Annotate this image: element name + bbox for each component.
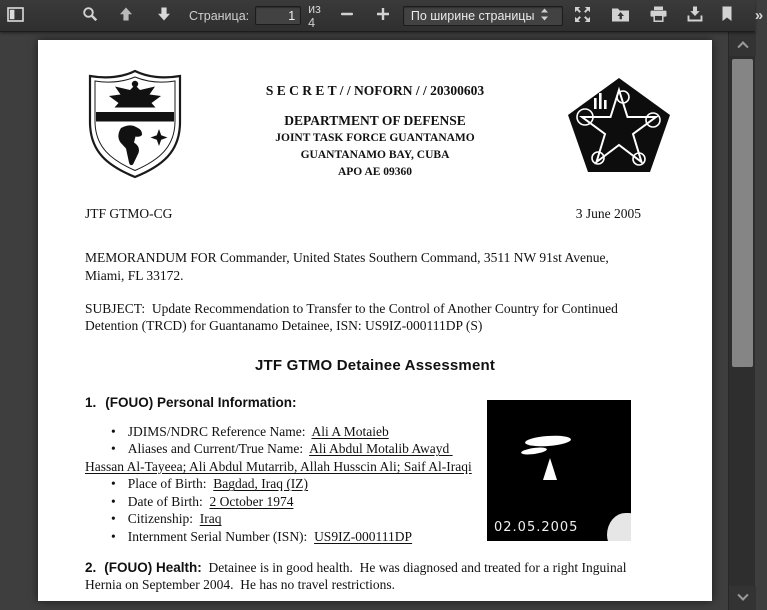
- page-number-input[interactable]: [255, 6, 301, 25]
- section-label: (FOUO) Health:: [104, 559, 202, 575]
- download-icon: [687, 6, 703, 25]
- letterhead-line: APO AE 09360: [337, 165, 413, 178]
- field-label: Date of Birth:: [127, 493, 203, 509]
- letterhead-line: DEPARTMENT OF DEFENSE: [284, 112, 466, 128]
- bookmark-icon: [721, 6, 733, 25]
- field-value: Ali Abdul Motalib Awayd Hassan Al-Tayeea; Ali Abdul Mutarrib, Allah Husscin Ali; Saif Al-Iraqi: [85, 441, 472, 474]
- personal-info-list: [85, 423, 489, 546]
- scroll-down-button[interactable]: [729, 586, 756, 610]
- printer-icon: [650, 6, 667, 25]
- zoom-in-button[interactable]: [371, 4, 395, 27]
- office-symbol: JTF GTMO-CG: [85, 205, 173, 221]
- previous-page-button[interactable]: [113, 3, 139, 28]
- field-label: Citizenship:: [127, 511, 193, 527]
- document-date: 3 June 2005: [575, 205, 641, 221]
- folder-open-icon: [611, 7, 630, 25]
- field-value: Bagdad, Iraq (IZ): [213, 476, 309, 492]
- open-file-button[interactable]: [606, 4, 635, 28]
- section-number: 1.: [85, 395, 97, 411]
- find-button[interactable]: [77, 3, 103, 28]
- field-value: US9IZ-000111DP: [314, 528, 413, 544]
- detainee-photo: [487, 400, 631, 541]
- section2-paragraph: [85, 559, 647, 594]
- page-label: Страница:: [189, 8, 250, 23]
- photo-corner-patch: [607, 513, 641, 553]
- more-tools-button[interactable]: »: [750, 4, 767, 27]
- vertical-scrollbar[interactable]: [728, 32, 755, 610]
- zoom-out-button[interactable]: [335, 4, 359, 27]
- photo-highlight: [543, 458, 557, 480]
- list-item: [85, 528, 489, 546]
- fullscreen-arrows-icon: [574, 6, 591, 26]
- minus-icon: [340, 7, 354, 24]
- page-count-label: из 4: [308, 1, 321, 30]
- arrow-down-icon: [156, 6, 172, 25]
- presentation-mode-button[interactable]: [569, 3, 596, 29]
- sidebar-toggle-button[interactable]: [2, 4, 29, 28]
- field-label: Aliases and Current/True Name:: [127, 441, 304, 457]
- field-label: Place of Birth:: [127, 476, 207, 492]
- list-item: [85, 423, 489, 441]
- subject-line: SUBJECT: Update Recommendation to Transfer to the Control of Another Country for Continued Detention (TRCD) for Guantanamo Detainee, ISN: US9IZ-000111DP (S): [85, 300, 622, 334]
- list-item: [85, 475, 489, 493]
- pdf-viewer-toolbar: [0, 0, 763, 32]
- field-label: Internment Serial Number (ISN):: [127, 528, 308, 544]
- photo-glare: [521, 446, 548, 456]
- jtf-gtmo-pentagon-seal-icon: [565, 76, 673, 174]
- next-page-button[interactable]: [151, 3, 177, 28]
- zoom-level-value: По ширине страницы: [410, 8, 535, 23]
- list-item: [85, 510, 489, 528]
- bookmark-current-view-button[interactable]: [716, 3, 738, 28]
- chevron-up-icon: [737, 41, 748, 52]
- section-number: 2.: [85, 559, 97, 575]
- photo-date-stamp: 02.05.2005: [494, 520, 579, 536]
- pdf-viewer-area: [0, 32, 755, 610]
- plus-icon: [376, 7, 390, 24]
- classification-banner: S E C R E T / / NOFORN / / 20300603: [265, 83, 485, 98]
- download-button[interactable]: [682, 3, 708, 28]
- select-spinner-icon: [540, 8, 551, 24]
- zoom-level-select[interactable]: [403, 6, 563, 26]
- scroll-up-button[interactable]: [729, 32, 756, 56]
- print-button[interactable]: [645, 3, 672, 28]
- field-value: Iraq: [199, 511, 222, 527]
- section-body: Detainee is in good health. He was diagnosed and treated for a right Inguinal Hernia on September 2004. He has no travel restrictions.: [85, 559, 630, 593]
- sidebar-toggle-icon: [7, 7, 24, 25]
- southcom-shield-seal-icon: [85, 68, 185, 180]
- list-item: [85, 493, 489, 511]
- memorandum-line: MEMORANDUM FOR Commander, United States Southern Command, 3511 NW 91st Avenue, Miami, FL 33172.: [85, 250, 613, 283]
- field-label: JDIMS/NDRC Reference Name:: [127, 423, 306, 439]
- chevron-down-icon: [737, 590, 748, 601]
- assessment-title: JTF GTMO Detainee Assessment: [254, 356, 496, 374]
- document-page: [38, 40, 712, 601]
- office-date-row: [85, 205, 641, 223]
- letterhead-line: GUANTANAMO BAY, CUBA: [300, 149, 450, 162]
- scrollbar-thumb[interactable]: [732, 59, 753, 367]
- arrow-up-icon: [118, 6, 134, 25]
- search-icon: [82, 6, 98, 25]
- field-value: 2 October 1974: [209, 493, 294, 509]
- letterhead-line: JOINT TASK FORCE GUANTANAMO: [275, 132, 475, 145]
- section-label: (FOUO) Personal Information:: [105, 395, 297, 411]
- list-item: [85, 440, 489, 475]
- photo-glare: [525, 434, 572, 447]
- field-value: Ali A Motaieb: [311, 423, 389, 439]
